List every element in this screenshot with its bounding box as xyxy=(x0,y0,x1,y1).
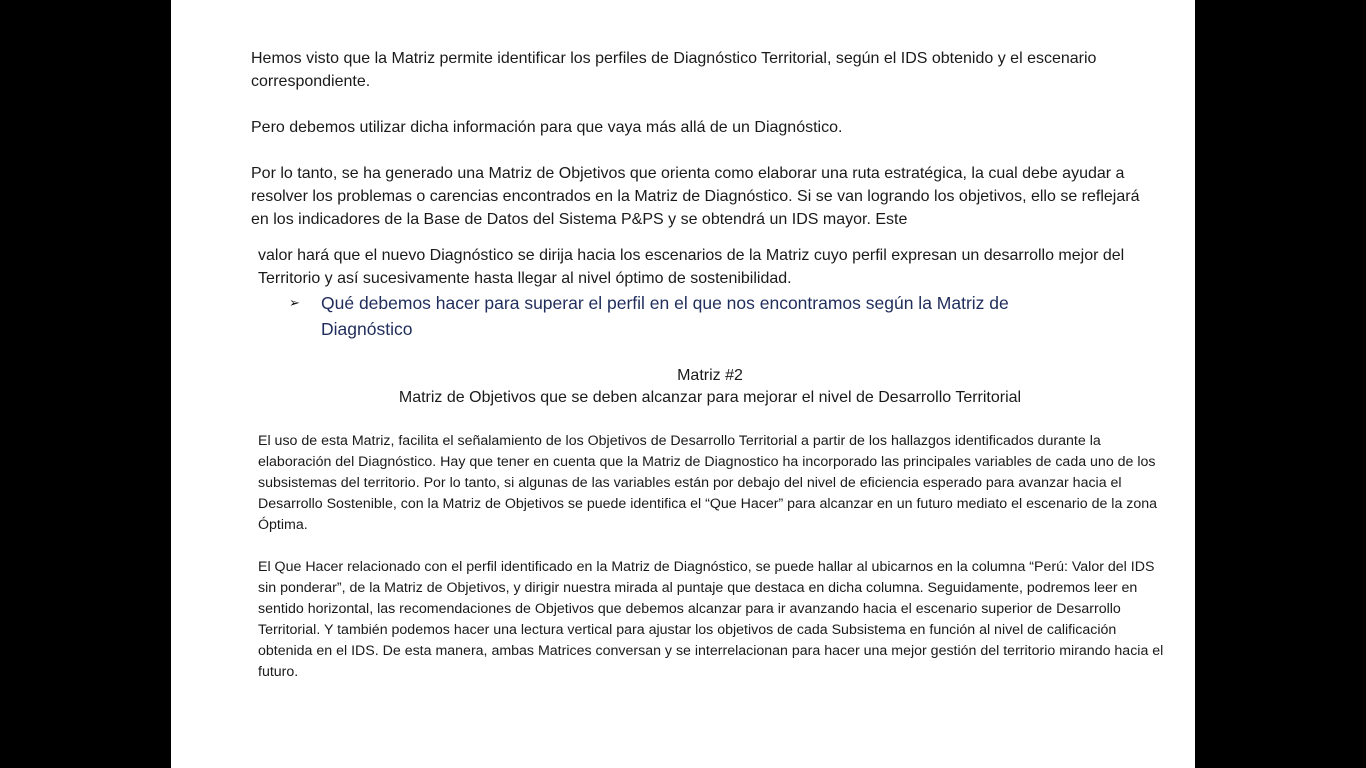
bullet-item xyxy=(289,290,1089,342)
que-hacer-paragraph: El Que Hacer relacionado con el perfil identificado en la Matriz de Diagnóstico, se puede hallar al ubicarnos en la columna “Perú: Valor del IDS sin ponderar”, de la Matriz de Objetivos, y dirigir nuestra mirada al puntaje que destaca en dicha columna. Seguidamente, podremos leer en sentido horizontal, las recomendaciones de Objetivos que debemos alcanzar para ir avanzando hacia el escenario superior de Desarrollo Territorial. Y también podemos hacer una lectura vertical para ajustar los objetivos de cada Subsistema en función al nivel de calificación obtenida en el IDS. De esta manera, ambas Matrices conversan y se interrelacionan para hacer una mejor gestión del territorio mirando hacia el futuro. xyxy=(258,559,1164,680)
document-page xyxy=(171,0,1195,768)
third-paragraph: Por lo tanto, se ha generado una Matriz de Objetivos que orienta como elaborar una ruta estratégica, la cual debe ayudar a resolver los problemas o carencias encontrados en la Matriz de Diagnóstico. Si se van logrando los objetivos, ello se reflejará en los indicadores de la Base de Datos del Sistema P&PS y se obtendrá un IDS mayor. Este xyxy=(251,165,1140,228)
intro-paragraph: Hemos visto que la Matriz permite identificar los perfiles de Diagnóstico Territorial, según el IDS obtenido y el escenario correspondiente. xyxy=(251,50,1097,90)
matrix-title: Matriz #2 xyxy=(677,367,743,384)
usage-paragraph: El uso de esta Matriz, facilita el señalamiento de los Objetivos de Desarrollo Territorial a partir de los hallazgos identificados durante la elaboración del Diagnóstico. Hay que tener en cuenta que la Matriz de Diagnostico ha incorporado las principales variables de cada uno de los subsistemas del territorio. Por lo tanto, si algunas de las variables están por debajo del nivel de eficiencia esperado para avanzar hacia el Desarrollo Sostenible, con la Matriz de Objetivos se puede identifica el “Que Hacer” para alcanzar en un futuro mediato el escenario de la zona Óptima. xyxy=(258,433,1158,533)
arrow-bullet-icon: ➢ xyxy=(289,295,300,310)
fourth-paragraph: valor hará que el nuevo Diagnóstico se dirija hacia los escenarios de la Matriz cuyo perfil expresan un desarrollo mejor del Territorio y así sucesivamente hasta llegar al nivel óptimo de sostenibilidad. xyxy=(258,247,1125,287)
second-paragraph: Pero debemos utilizar dicha información para que vaya más allá de un Diagnóstico. xyxy=(251,119,843,136)
bullet-text: Qué debemos hacer para superar el perfil en el que nos encontramos según la Matriz de Diagnóstico xyxy=(321,293,1009,339)
matrix-subtitle: Matriz de Objetivos que se deben alcanzar para mejorar el nivel de Desarrollo Territorial xyxy=(398,389,1022,406)
